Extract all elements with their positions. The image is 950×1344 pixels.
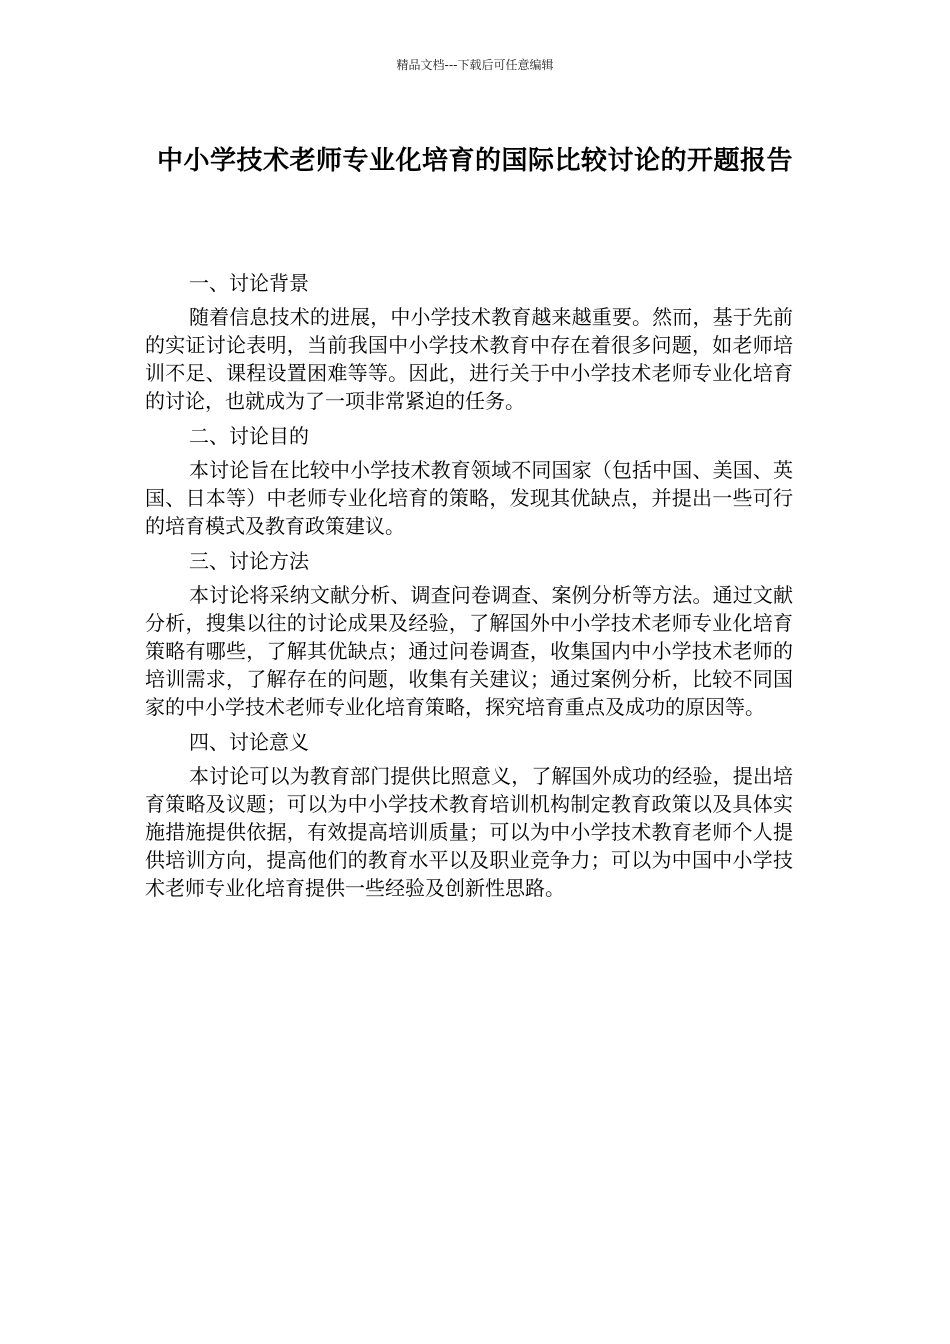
section-background (145, 269, 793, 415)
section-heading: 一、讨论背景 (189, 271, 309, 295)
header-note: 精品文档---下载后可任意编辑 (396, 58, 554, 72)
section-significance (145, 728, 793, 902)
document-body (145, 269, 793, 909)
section-paragraph: 本讨论将采纳文献分析、调查问卷调查、案例分析等方法。通过文献分析，搜集以往的讨论成果及经验，了解国外中小学技术老师专业化培育策略有哪些，了解其优缺点；通过问卷调查，收集国内中小学技术老师的培训需求，了解存在的问题，收集有关建议；通过案例分析，比较不同国家的中小学技术老师专业化培育策略，探究培育重点及成功的原因等。 (145, 583, 793, 719)
section-paragraph: 本讨论可以为教育部门提供比照意义，了解国外成功的经验，提出培育策略及议题；可以为中小学技术教育培训机构制定教育政策以及具体实施措施提供依据，有效提高培训质量；可以为中小学技术教育老师个人提供培训方向，提高他们的教育水平以及职业竞争力；可以为中国中小学技术老师专业化培育提供一些经验及创新性思路。 (145, 764, 793, 900)
section-paragraph: 本讨论旨在比较中小学技术教育领域不同国家（包括中国、美国、英国、日本等）中老师专业化培育的策略，发现其优缺点，并提出一些可行的培育模式及教育政策建议。 (145, 458, 793, 538)
section-heading: 四、讨论意义 (189, 730, 309, 754)
section-paragraph: 随着信息技术的进展，中小学技术教育越来越重要。然而，基于先前的实证讨论表明，当前我国中小学技术教育中存在着很多问题，如老师培训不足、课程设置困难等等。因此，进行关于中小学技术老师专业化培育的讨论，也就成为了一项非常紧迫的任务。 (145, 305, 793, 413)
section-method (145, 547, 793, 721)
section-purpose (145, 422, 793, 540)
document-title: 中小学技术老师专业化培育的国际比较讨论的开题报告 (156, 146, 793, 176)
section-heading: 二、讨论目的 (189, 424, 309, 448)
section-heading: 三、讨论方法 (189, 549, 309, 573)
